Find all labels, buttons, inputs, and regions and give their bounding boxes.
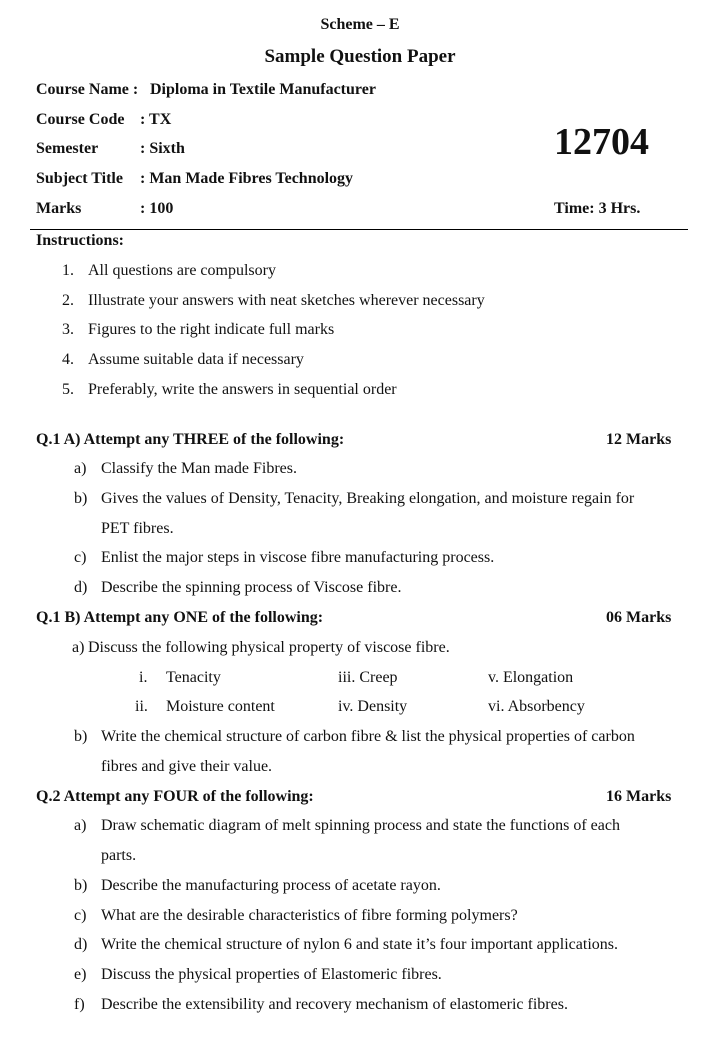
header-divider xyxy=(30,229,688,230)
sub-question-label: c) xyxy=(74,907,87,924)
sub-question-label: b) xyxy=(74,490,88,507)
sub-question-text: Classify the Man made Fibres. xyxy=(101,460,297,477)
semester-label: Semester xyxy=(36,140,99,157)
marks-value: : 100 xyxy=(140,200,174,217)
sub-question-text: PET fibres. xyxy=(101,520,174,537)
property-item: Tenacity xyxy=(166,669,221,686)
property-item: iv. Density xyxy=(338,698,408,715)
question-heading: Q.1 B) Attempt any ONE of the following: xyxy=(36,609,324,626)
paper-title: Sample Question Paper xyxy=(264,46,456,67)
subject-title-label: Subject Title xyxy=(36,170,123,187)
property-item: vi. Absorbency xyxy=(488,698,585,715)
sub-question-text: Write the chemical structure of nylon 6 and state it’s four important applications. xyxy=(101,936,618,953)
marks-label: Marks xyxy=(36,200,82,217)
semester-value: : Sixth xyxy=(140,140,185,157)
question-marks: 16 Marks xyxy=(606,788,672,805)
question-marks: 06 Marks xyxy=(606,609,672,626)
sub-question-label: f) xyxy=(74,996,85,1013)
instruction-number: 3. xyxy=(62,321,74,338)
course-name-value: Diploma in Textile Manufacturer xyxy=(150,81,376,98)
sub-question-label: d) xyxy=(74,936,88,953)
course-code-value: : TX xyxy=(140,111,172,128)
property-number: ii. xyxy=(135,698,148,715)
sub-question-label: b) xyxy=(74,877,88,894)
property-item: v. Elongation xyxy=(488,669,574,686)
instruction-number: 4. xyxy=(62,351,74,368)
property-item: Moisture content xyxy=(166,698,275,715)
property-item: iii. Creep xyxy=(338,669,398,686)
instruction-text: Preferably, write the answers in sequential order xyxy=(88,381,397,398)
instruction-text: Illustrate your answers with neat sketches wherever necessary xyxy=(88,292,485,309)
paper-code: 12704 xyxy=(554,121,649,163)
time-duration: Time: 3 Hrs. xyxy=(554,200,641,217)
instructions-heading: Instructions: xyxy=(36,232,125,249)
instruction-number: 1. xyxy=(62,262,74,279)
property-number: i. xyxy=(139,669,148,686)
sub-question-label: c) xyxy=(74,549,87,566)
sub-question-text: Enlist the major steps in viscose fibre manufacturing process. xyxy=(101,549,495,566)
instruction-number: 5. xyxy=(62,381,74,398)
instruction-text: Assume suitable data if necessary xyxy=(88,351,304,368)
instruction-number: 2. xyxy=(62,292,74,309)
sub-question-text: Describe the extensibility and recovery mechanism of elastomeric fibres. xyxy=(101,996,568,1013)
sub-question-label: a) xyxy=(74,817,87,834)
course-code-label: Course Code xyxy=(36,111,125,128)
sub-question-text: Gives the values of Density, Tenacity, Breaking elongation, and moisture regain for xyxy=(101,490,635,507)
sub-question-text: Describe the manufacturing process of acetate rayon. xyxy=(101,877,441,894)
course-name-label: Course Name : xyxy=(36,81,139,98)
sub-question-text: What are the desirable characteristics of fibre forming polymers? xyxy=(101,907,518,924)
scheme-label: Scheme – E xyxy=(320,16,400,33)
sub-question-label: d) xyxy=(74,579,88,596)
sub-question-label: a) xyxy=(74,460,87,477)
sub-question-label: e) xyxy=(74,966,87,983)
sub-question-text: Draw schematic diagram of melt spinning process and state the functions of each xyxy=(101,817,620,834)
question-marks: 12 Marks xyxy=(606,431,672,448)
sub-question-text: parts. xyxy=(101,847,137,864)
sub-question-label: a) xyxy=(72,639,85,656)
sub-question-text: Write the chemical structure of carbon fibre & list the physical properties of carbon xyxy=(101,728,635,745)
subject-title-value: : Man Made Fibres Technology xyxy=(140,170,354,187)
sub-question-text: fibres and give their value. xyxy=(101,758,273,775)
instruction-text: All questions are compulsory xyxy=(88,262,276,279)
sub-question-text: Describe the spinning process of Viscose fibre. xyxy=(101,579,402,596)
question-heading: Q.2 Attempt any FOUR of the following: xyxy=(36,788,314,805)
sub-question-label: b) xyxy=(74,728,88,745)
instruction-text: Figures to the right indicate full marks xyxy=(88,321,335,338)
sub-question-text: Discuss the following physical property of viscose fibre. xyxy=(88,639,450,656)
question-heading: Q.1 A) Attempt any THREE of the following: xyxy=(36,431,345,448)
sub-question-text: Discuss the physical properties of Elastomeric fibres. xyxy=(101,966,442,983)
